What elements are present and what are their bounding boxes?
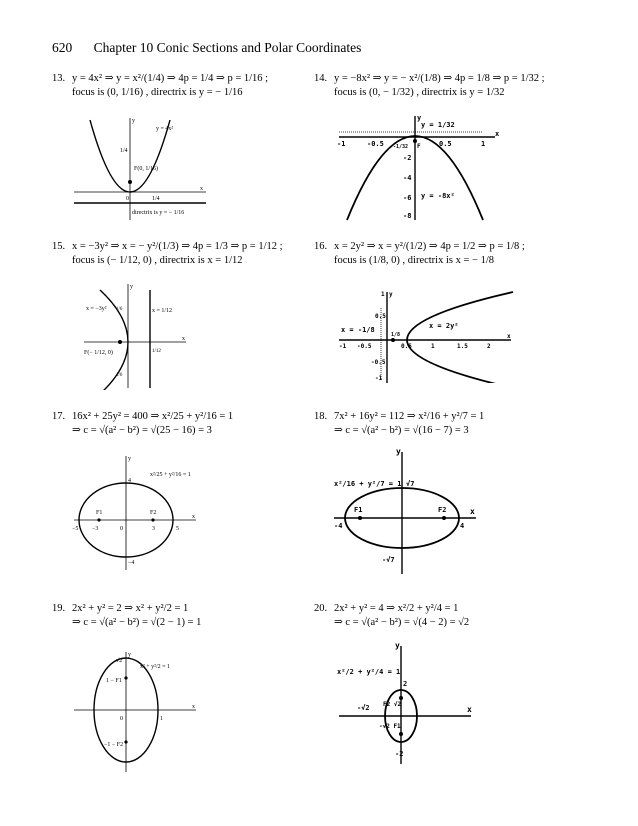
tick-label: -0.5 (367, 140, 384, 148)
problem-14 (314, 72, 545, 100)
origin-label: 0 (120, 716, 123, 722)
directrix-label: x = 1/12 (152, 308, 173, 314)
problem-number: 17. (52, 411, 66, 422)
tick-label: 1/12 (152, 349, 161, 354)
problem-number: 18. (314, 411, 328, 422)
problem-number: 20. (314, 603, 328, 614)
tick-label: -2 (403, 154, 412, 162)
problem-line: y = 4x² ⇒ y = x²/(1/4) ⇒ 4p = 1/4 ⇒ p = 1/16 ; (72, 73, 269, 84)
focus-point (391, 338, 395, 342)
tick-label: 2 (403, 680, 408, 688)
problem-19 (52, 602, 201, 630)
x-label: x (192, 514, 195, 520)
graph-18 (330, 446, 480, 576)
focus-label: F(0, 1/16) (134, 166, 158, 172)
problem-line: ⇒ c = √(a² − b²) = √(25 − 16) = 3 (72, 425, 212, 436)
y-label: y (128, 456, 131, 462)
x-label: x (470, 507, 475, 516)
equation-label: x²/16 + y²/7 = 1 (334, 480, 402, 488)
tick-label: -1 (375, 375, 383, 382)
y-label: y (395, 641, 400, 650)
tick-label: 1.5 (457, 343, 468, 350)
problem-20 (314, 602, 469, 630)
focus-label: F2 (438, 506, 447, 514)
graph-15 (80, 280, 190, 390)
tick-label: 1 (431, 343, 435, 350)
tick-label: 1/6 (116, 307, 123, 312)
tick-label: −4 (128, 560, 135, 566)
problem-line: 16x² + 25y² = 400 ⇒ x²/25 + y²/16 = 1 (72, 411, 234, 422)
graph-16 (335, 288, 515, 383)
tick-label: −3 (92, 526, 99, 532)
tick-label: -2 (395, 750, 404, 758)
problem-line: focus is (0, − 1/32) , directrix is y = 1/32 (334, 87, 505, 98)
problem-number: 14. (314, 73, 328, 84)
tick-label: 0.5 (439, 140, 452, 148)
problem-line: y = −8x² ⇒ y = − x²/(1/8) ⇒ 4p = 1/8 ⇒ p = 1/32 ; (334, 73, 545, 84)
problem-line: ⇒ c = √(a² − b²) = √(4 − 2) = √2 (334, 617, 470, 628)
focus-label: F (417, 143, 421, 150)
problem-line: ⇒ c = √(a² − b²) = √(16 − 7) = 3 (334, 425, 469, 436)
y-label: y (396, 447, 401, 456)
x-label: x (495, 130, 500, 138)
focus-label: 1 − F1 (106, 678, 122, 684)
y-label: y (417, 114, 422, 122)
graph-14 (335, 112, 505, 222)
focus-point (124, 740, 127, 743)
problem-line: 2x² + y² = 2 ⇒ x² + y²/2 = 1 (72, 603, 189, 614)
y-label: y (128, 652, 131, 658)
tick-label: 0.5 (375, 313, 386, 320)
problem-13 (52, 72, 268, 100)
y-label: y (132, 118, 135, 124)
tick-label: 1/8 (391, 332, 401, 338)
focus-label: F(− 1/12, 0) (84, 350, 113, 356)
origin-label: 0 (120, 526, 123, 532)
tick-label: -0.5 (357, 343, 372, 350)
tick-label: −5 (72, 526, 79, 532)
tick-label: 1/6 (116, 373, 123, 378)
equation-label: x = −3y² (86, 306, 107, 312)
problem-line: x = 2y² ⇒ x = y²/(1/2) ⇒ 4p = 1/2 ⇒ p = 1/8 ; (334, 241, 525, 252)
tick-label: -1 (337, 140, 346, 148)
tick-label: -8 (403, 212, 412, 220)
directrix-label: directrix is y = − 1/16 (132, 210, 185, 216)
tick-label: -0.5 (371, 359, 386, 366)
tick-label: -1 (339, 343, 347, 350)
tick-label: 3 (152, 526, 155, 532)
tick-label: 1 (481, 140, 486, 148)
problem-17 (52, 410, 233, 438)
problem-18 (314, 410, 484, 438)
problem-line: ⇒ c = √(a² − b²) = √(2 − 1) = 1 (72, 617, 202, 628)
focus-label: F2 (150, 510, 157, 516)
page-header (52, 40, 361, 56)
tick-label: 1 (381, 291, 385, 298)
equation-label: y = 1/32 (421, 121, 455, 129)
x-label: x (467, 705, 472, 714)
tick-label: 4 (460, 522, 465, 530)
problem-line: x = −3y² ⇒ x = − y²/(1/3) ⇒ 4p = 1/3 ⇒ p = 1/12 ; (72, 241, 283, 252)
equation-label: x² + y²/2 = 1 (140, 664, 171, 670)
focus-point (151, 518, 154, 521)
focus-label: -√2 F1 (379, 723, 401, 730)
tick-label: 1/4 (152, 196, 160, 202)
origin-label: 0 (126, 196, 129, 202)
problem-16 (314, 240, 525, 268)
problem-line: focus is (0, 1/16) , directrix is y = − 1/16 (72, 87, 243, 98)
tick-label: -√2 (357, 704, 370, 712)
tick-label: -1/32 (393, 144, 409, 150)
parabola-curve (407, 292, 513, 383)
focus-point (124, 676, 127, 679)
tick-label: 1/4 (120, 148, 128, 154)
focus-label: F1 (96, 510, 103, 516)
focus-label: F2 √2 (383, 701, 402, 708)
focus-point (358, 516, 362, 520)
tick-label: 0.5 (401, 343, 412, 350)
tick-label: -4 (403, 174, 412, 182)
tick-label: 1 (160, 716, 163, 722)
tick-label: -6 (403, 194, 412, 202)
problem-line: focus is (1/8, 0) , directrix is x = − 1/8 (334, 255, 494, 266)
tick-label: √7 (406, 480, 415, 488)
focus-label: −1 − F2 (104, 742, 124, 748)
focus-point (399, 696, 403, 700)
graph-17 (70, 452, 200, 572)
equation-label: y = -8x² (421, 192, 455, 200)
problem-number: 16. (314, 241, 328, 252)
focus-point (128, 180, 132, 184)
problem-line: 2x² + y² = 4 ⇒ x²/2 + y²/4 = 1 (334, 603, 459, 614)
tick-label: 4 (128, 478, 131, 484)
equation-label: y = 4x² (156, 126, 174, 132)
directrix-label: x = -1/8 (341, 326, 375, 334)
focus-point (399, 732, 403, 736)
focus-point (118, 340, 122, 344)
equation-label: x²/2 + y²/4 = 1 (337, 668, 401, 676)
tick-label: 2 (487, 343, 491, 350)
focus-point (442, 516, 446, 520)
graph-19 (70, 648, 200, 773)
x-label: x (192, 704, 195, 710)
tick-label: 5 (176, 526, 179, 532)
y-label: y (130, 284, 133, 290)
tick-label: -√7 (382, 556, 395, 564)
focus-point (97, 518, 100, 521)
problem-line: focus is (− 1/12, 0) , directrix is x = 1/12 (72, 255, 243, 266)
problem-number: 19. (52, 603, 66, 614)
chapter-title: Chapter 10 Conic Sections and Polar Coordinates (93, 40, 362, 55)
x-label: x (182, 336, 185, 342)
y-label: y (389, 291, 393, 298)
graph-20 (335, 640, 475, 765)
tick-label: √2 (116, 658, 123, 664)
problem-15 (52, 240, 283, 268)
problem-number: 15. (52, 241, 66, 252)
equation-label: x = 2y² (429, 322, 459, 330)
focus-label: F1 (354, 506, 363, 514)
problem-line: 7x² + 16y² = 112 ⇒ x²/16 + y²/7 = 1 (334, 411, 485, 422)
x-label: x (507, 333, 511, 340)
page-number: 620 (52, 40, 73, 55)
parabola-curve (100, 290, 128, 390)
graph-13 (70, 112, 210, 222)
equation-label: x²/25 + y²/16 = 1 (150, 472, 191, 478)
x-label: x (200, 186, 203, 192)
tick-label: -4 (334, 522, 343, 530)
problem-number: 13. (52, 73, 66, 84)
